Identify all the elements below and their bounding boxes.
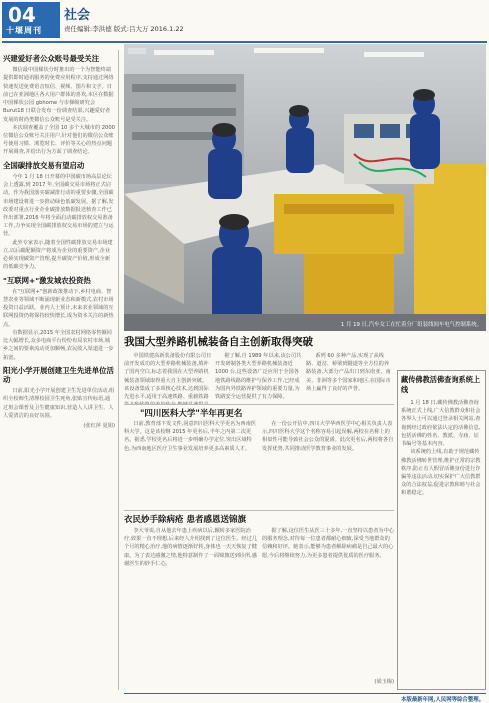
brief-signature: (张红萍 夏娟) <box>83 423 115 430</box>
main-article-col2: 据了解,自 1989 年以来,该公司共开发研制各类大型养路机械装备近 1000 台,这些设备广泛应用于全国各地铁路线路的维护与保养工作,已经成为国内外铁路养护领域的重要力量,为铁路安全运营提供了有力保障。 <box>215 353 302 401</box>
brief-body: 日前,阳光小学开展创建卫生先进单位活动,组织全校师生清理校园卫生死角,张贴宣传标语,通过班会课普及卫生健康知识,营造人人讲卫生、人人爱清洁的良好氛围。 <box>3 388 115 419</box>
header-rule <box>2 41 487 43</box>
brief-body: 在"互联网+"创新政策推动下,乡村电商、智慧农业等领域不断涌现新业态和新模式,农村市场投资日益活跃。业内人士预计,未来农业领域的互联网投资仍将保持较快增长,成为资本关注的新热点。 <box>3 288 114 328</box>
brief-body: 有数据显示,2015 年全国农村网络零售额同比大幅增长,众多电商平台纷纷布局农村市场,城乡之间的要素流动更加顺畅,农民收入渠道进一步拓宽。 <box>3 329 114 361</box>
page-footer <box>124 693 486 701</box>
brief-body: 微信最中国梯状分时推出的一个为智能终端提供即时通讯服务的免费应用程序,支持通过网络快速发送免费语音短信、视频、图片和文字。日前已在亚洲地区各大用户群体的喜欢,本区在数据中国梯状公园 gbhome 与市梯级研究会 Burut18 日联合发布一份调查结果,兴趣爱好者发展的时尚类微信公众账号是受关注。 <box>3 67 114 123</box>
footer-source-note: 本版最新年网,人民网等综合整理。 <box>401 697 484 703</box>
doctor-article-col1: 李大爷说,自从他去年患上疾病以后,辗转多家医院治疗,效果一直不理想,后来经人介绍找到了这位医生。经过几个月的精心治疗,他的病情逐渐好转,身体也一天天恢复了健康。为了表达感激之情,他特意制作了一面锦旗送到诊所,感谢医生的妙手仁心。 <box>124 528 257 567</box>
brief-body: 本次调查覆盖了全国 10 多个大城市的 2000 位微信公众账号关注用户,针对他们的微信公众账号使用习惯、浏览时长、评价等关心的热点问题开展调查,并给出行为方面了调查结论。 <box>3 124 115 156</box>
section-rule <box>124 510 394 511</box>
page-header <box>0 0 489 42</box>
brief-title-school: 阳光小学开展创建卫生先进单位活动 <box>3 365 114 384</box>
living-buddha-headline: 藏传佛教活佛查询系统上线 <box>401 375 481 394</box>
brief-body: 此外专家表示,随着全国性碳排放交易市场建立,以后碳配额资产将成为企业的重要资产,企业必须实现碳资产管理,提升碳资产价值,形成全新的低碳竞争力。 <box>3 239 113 271</box>
left-column <box>3 50 115 690</box>
editor-line: 责任编辑:李洪德 版式:吕大万 2016.1.22 <box>64 25 184 33</box>
doctor-article-signature: (梁玉梅) <box>374 679 394 685</box>
column-divider <box>118 50 119 690</box>
main-article-col1: 中国铁建高新装备股份有限公司日前开发成功的大型养路机械装备,填补了国内空白,标志着我国在大型养路机械装备领域取得重大自主创新突破。该设备集成了多项核心技术,达到国际先进水平,适用于高速铁路、重载铁路 <box>124 353 212 401</box>
factory-scene-image <box>124 44 486 331</box>
university-article-col1: 日前,教育部下发文件,同意四川医科大学更名为西南医科大学。这是该校继 2015 年更名后,半年之内第二次更名。据悉,学校更名后将进一步明确办学定位,突出区域特色,为西南地区医疗卫生事业发展培养更多高素质人才。 <box>124 421 256 452</box>
living-buddha-box <box>397 370 486 690</box>
paper-name: 十堰周刊 <box>6 26 42 35</box>
photo-caption: 1 月 19 日,汽车女工在忙着分厂组装线间车电气控制系统。 <box>340 322 482 328</box>
doctor-article-col2: 据了解,这位医生从医三十多年,一直坚持以患者为中心的服务理念,对待每一位患者都耐心细致,深受当地群众的信赖和好评。她表示,能够为患者解除病痛是自己最大的心愿,今后将继续努力,为更多患者提供优质的医疗服务。 <box>262 528 394 559</box>
university-headline: "四川医科大学"半年再更名 <box>140 409 243 419</box>
factory-photo <box>124 44 486 331</box>
brief-body: 今年 1 月 18 日开幕的中国碳市场高层论坛会上透露,到 2017 年,全国碳交易市场将正式启动。作为我国落实碳减排行动的重要步骤,全国碳市场建设将进一步推动绿色低碳发展。据了解,发改委对重点行业企业碳排放数据报送核查工作已作出部署,2016 年将全面启动碳排放权交易准备工作,力争实现全国碳排放权交易市场的建立与运营。 <box>3 173 114 238</box>
doctor-headline: 衣民妙手除病疮 患者感恩送锦旗 <box>124 515 246 525</box>
main-headline: 我国大型养路机械装备自主创新取得突破 <box>124 336 313 348</box>
page-number: 04 <box>8 3 36 27</box>
brief-title-carbon: 全国碳排放交易有望启动 <box>3 160 85 170</box>
page-badge <box>2 2 60 38</box>
university-article-col2: 在一份公开信中,四川大学华西医学中心相关负责人表示,四川医科大学这个名称容易引起误解,两校在名称上的相似性可能导致社会公众的混淆。此次更名后,两校将各自发挥优势,共同推动医学教育事业的发展。 <box>262 421 394 452</box>
brief-title-wechat: 兴建爱好者公众账号最受关注 <box>3 54 100 63</box>
section-name: 社会 <box>64 8 91 23</box>
living-buddha-body: 该系统的上线,有助于规范藏传佛教活佛转世管理,维护正常的宗教秩序,防止有人假冒活佛身份进行诈骗等违法活动,切实保护广大信教群众的合法权益,促进宗教和睦与社会和谐稳定。 <box>401 449 481 497</box>
main-article-col3: 系列 60 多种产品,实现了从线路、道岔、桥梁到隧道等全方位的养路装备,大部分产品出口到东南亚、南美、非洲等多个国家和地区,在国际市场上赢得了良好的声誉。 <box>306 353 391 392</box>
section-rule <box>124 404 394 405</box>
brief-title-internet: "互联网+"激发城农投资热 <box>3 275 91 285</box>
living-buddha-body: 1 月 18 日,藏传佛教活佛查询系统正式上线,广大信教群众和社会各界人士可以通过登录相关网站,查询到经过政府依法认定的活佛信息,包括活佛的姓名、教派、寺庙、证书编号等基本内容。 <box>401 400 481 448</box>
